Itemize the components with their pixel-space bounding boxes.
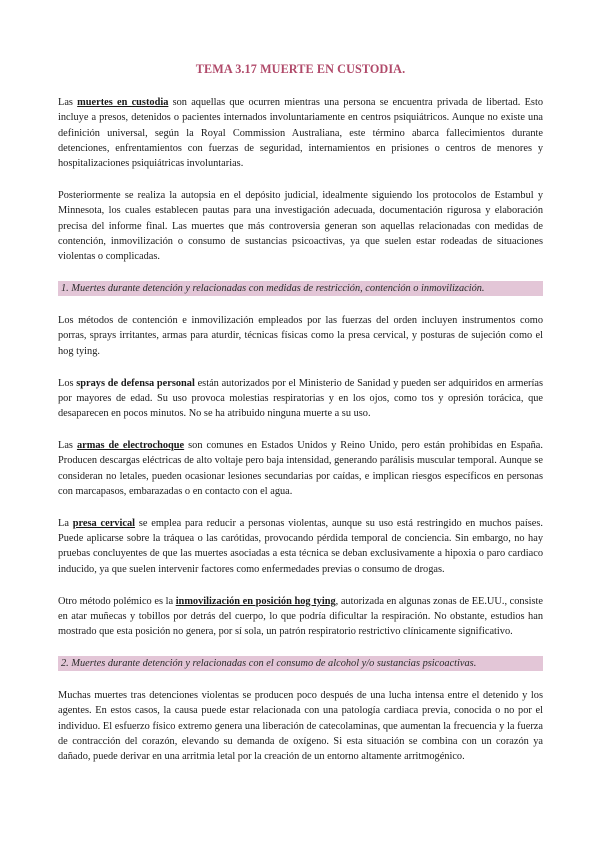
term-electrochoque: armas de electrochoque [76, 440, 185, 452]
paragraph-definition: Las muertes en custodia son aquellas que ocurren mientras una persona se encuentra privada de libertad. Esto incluye a presos, detenidos o pacientes internados involuntariamente en centros psiquiátricos. Aunque no existe una definición universal, según la Royal Commission Australiana, este término abarca fallecimientos durante detenciones, enfrentamientos con fuerzas de seguridad, internamientos en prisiones o centros de menores y hospitalizaciones psiquiátricas involuntarias. [58, 97, 543, 170]
term-sprays: sprays de defensa personal [76, 377, 195, 389]
paragraph-autopsia: Posteriormente se realiza la autopsia en el depósito judicial, idealmente siguiendo los protocolos de Estambul y Minnesota, los cuales establecen pautas para una investigación adecuada, documentación rigurosa y elaboración precisa del informe final. Las muertes que más controversia generan son aquellas relacionadas con medidas de contención, inmovilización o consumo de sustancias psicoactivas, ya que suelen estar rodeadas de situaciones violentas o complicadas. [58, 190, 543, 263]
paragraph-metodos: Los métodos de contención e inmovilización empleados por las fuerzas del orden incluyen instrumentos como porras, sprays irritantes, armas para aturdir, técnicas físicas como la presa cervical, y posturas de sujeción como el hog tying. [58, 315, 543, 357]
page-title: TEMA 3.17 MUERTE EN CUSTODIA. [195, 62, 406, 76]
term-muertes-en-custodia: muertes en custodia [77, 97, 169, 108]
section-heading-1: 1. Muertes durante detención y relacionadas con medidas de restricción, contención o inmovilización. [58, 281, 543, 296]
paragraph-sustancias: Muchas muertes tras detenciones violentas se producen poco después de una lucha intensa entre el detenido y los agentes. En estos casos, la causa puede estar relacionada con una patología cardiaca previa, conocida o no por el individuo. El esfuerzo físico extremo genera una liberación de catecolaminas, que aumentan la frecuencia y la fuerza de contracción del corazón, elevando su demanda de oxígeno. Si esta situación se combina con un corazón ya dañado, puede derivar en una arritmia letal por la creación de un entorno altamente arritmogénico. [58, 689, 543, 763]
section-heading-2: 2. Muertes durante detención y relacionadas con el consumo de alcohol y/o sustancias psicoactivas. [58, 656, 543, 671]
term-presa-cervical: presa cervical [72, 517, 135, 529]
paragraph-presa-cervical: La presa cervical se emplea para reducir a personas violentas, aunque su uso está restringido en muchos países. Puede aplicarse sobre la tráquea o las carótidas, provocando pérdida temporal de conciencia. Sin embargo, no hay pruebas concluyentes de que las muertes asociadas a esta técnica se deban exclusivamente a hipoxia o paro cardiaco inducido, ya que suelen intervenir factores como enfermedades previas o consumo de drogas. [58, 517, 543, 575]
term-hog-tying: inmovilización en posición hog tying [175, 595, 336, 607]
paragraph-electrochoque: Las armas de electrochoque son comunes en Estados Unidos y Reino Unido, pero están prohibidas en España. Producen descargas eléctricas de alto voltaje pero baja intensidad, generando parálisis muscular temporal. Aunque se consideran no letales, pueden ocasionar lesiones secundarias por caídas, e implican riesgos específicos en personas con marcapasos, embarazadas o en contacto con el agua. [58, 440, 543, 497]
paragraph-sprays: Los sprays de defensa personal están autorizados por el Ministerio de Sanidad y pueden ser adquiridos en armerías por mayores de edad. Su uso provoca molestias respiratorias y en los ojos, como tos y opresión torácica, que desaparecen en pocos minutos. No se ha atribuido ninguna muerte a su uso. [58, 377, 543, 420]
paragraph-hog-tying: Otro método polémico es la inmovilización en posición hog tying, autorizada en algunas zonas de EE.UU., consiste en atar muñecas y tobillos por detrás del cuerpo, lo que podría dificultar la respiración. No obstante, estudios han mostrado que esta posición no genera, por sí sola, un patrón respiratorio restrictivo clínicamente significativo. [58, 595, 543, 638]
